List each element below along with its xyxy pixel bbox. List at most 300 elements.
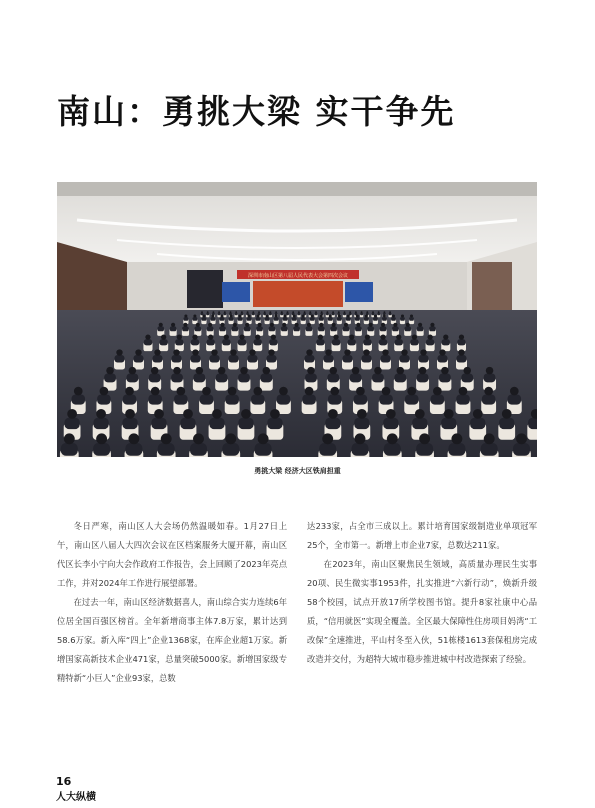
attendee-body <box>254 339 262 345</box>
attendee-head <box>365 335 370 340</box>
attendee-body <box>400 317 405 321</box>
attendee-body <box>191 339 199 345</box>
attendee-body <box>409 317 414 321</box>
attendee-body <box>260 374 272 383</box>
attendee-head <box>258 311 260 313</box>
attendee-body <box>251 394 264 404</box>
attendee-head <box>230 349 236 355</box>
attendee-body <box>362 355 372 363</box>
attendee-body <box>281 326 288 331</box>
attendee-body <box>431 394 445 404</box>
attendee-head <box>419 433 430 444</box>
article-title: 南山：勇挑大梁 实干争先 <box>57 92 456 131</box>
attendee-body <box>172 355 182 363</box>
attendee-body <box>222 339 230 345</box>
attendee-head <box>326 311 328 313</box>
attendee-head <box>382 387 391 396</box>
right-screen-shape <box>345 282 373 302</box>
attendee-body <box>72 394 86 404</box>
attendee-body <box>400 355 410 363</box>
attendee-head <box>239 314 242 317</box>
attendee-body <box>310 317 315 321</box>
attendee-head <box>269 311 271 313</box>
attendee-head <box>406 323 410 327</box>
attendee-body <box>448 443 465 456</box>
attendee-body <box>222 443 239 456</box>
attendee-head <box>257 323 261 327</box>
attendee-head <box>271 335 276 340</box>
attendee-head <box>245 323 249 327</box>
attendee-head <box>100 387 109 396</box>
attendee-head <box>401 314 404 317</box>
paragraph-continuation: 达233家，占全市三成以上。累计培育国家级制造业单项冠军25个，全市第一。新增上市企业7家，总数达211家。 <box>307 521 537 550</box>
attendee-head <box>218 367 226 375</box>
attendee-head <box>298 311 300 313</box>
attendee-body <box>330 326 337 331</box>
attendee-body <box>229 355 239 363</box>
attendee-body <box>206 313 209 315</box>
attendee-head <box>220 323 224 327</box>
attendee-body <box>211 317 216 321</box>
attendee-body <box>122 418 137 429</box>
attendee-body <box>438 355 448 363</box>
attendee-head <box>344 311 346 313</box>
attendee-head <box>418 323 422 327</box>
attendee-body <box>367 326 374 331</box>
attendee-head <box>266 314 269 317</box>
attendee-head <box>396 335 401 340</box>
attendee-head <box>319 323 323 327</box>
paragraph: 冬日严寒，南山区人大会场仍然温暖如春。1月27日上午，南山区八届人大四次会议在区档案服务大厦开幕，南山区代区长李小宁向大会作政府工作报告，会上回顾了2023年亮点工作，并对2024年工作进行展望部署。 <box>57 521 287 588</box>
attendee-head <box>306 349 312 355</box>
attendee-head <box>292 311 294 313</box>
attendee-body <box>324 355 334 363</box>
attendee-head <box>257 314 260 317</box>
attendee-head <box>329 314 332 317</box>
attendee-head <box>356 323 360 327</box>
attendee-head <box>366 311 368 313</box>
attendee-head <box>233 323 237 327</box>
attendee-head <box>106 367 114 375</box>
attendee-body <box>200 394 214 404</box>
attendee-body <box>305 374 317 383</box>
attendee-head <box>128 433 139 444</box>
attendee-body <box>379 339 387 345</box>
attendee-body <box>508 394 522 404</box>
attendee-head <box>270 409 280 419</box>
attendee-head <box>208 335 213 340</box>
attendee-head <box>330 387 339 396</box>
attendee-head <box>258 433 269 444</box>
attendee-body <box>383 418 398 429</box>
attendee-head <box>154 409 164 419</box>
attendee-head <box>145 335 150 340</box>
attendee-head <box>502 409 512 419</box>
attendee-body <box>193 374 205 383</box>
attendee-head <box>96 433 107 444</box>
attendee-head <box>275 314 278 317</box>
attendee-head <box>129 367 137 375</box>
attendee-head <box>374 314 377 317</box>
attendee-body <box>318 326 325 331</box>
attendee-body <box>363 339 371 345</box>
attendee-head <box>325 349 331 355</box>
attendee-head <box>444 409 454 419</box>
attendee-head <box>332 323 336 327</box>
attendee-body <box>158 443 175 456</box>
attendee-head <box>383 311 385 313</box>
attendee-body <box>301 317 306 321</box>
attendee-head <box>357 409 367 419</box>
attendee-head <box>201 311 203 313</box>
attendee-body <box>457 355 467 363</box>
attendee-head <box>419 367 427 375</box>
attendee-body <box>337 317 342 321</box>
attendee-body <box>158 326 165 331</box>
attendee-body <box>354 418 369 429</box>
attendee-head <box>378 311 380 313</box>
attendee-head <box>193 433 204 444</box>
attendee-body <box>319 443 336 456</box>
attendee-head <box>356 387 365 396</box>
attendee-head <box>193 314 196 317</box>
attendee-head <box>202 314 205 317</box>
attendee-head <box>484 433 495 444</box>
attendee-head <box>171 323 175 327</box>
attendee-body <box>229 317 234 321</box>
attendee-body <box>364 317 369 321</box>
attendee-body <box>223 313 226 315</box>
attendee-body <box>218 313 221 315</box>
attendee-head <box>211 314 214 317</box>
attendee-head <box>282 323 286 327</box>
attendee-head <box>287 311 289 313</box>
attendee-body <box>392 326 399 331</box>
attendee-head <box>349 335 354 340</box>
attendee-head <box>247 311 249 313</box>
attendee-body <box>64 418 79 429</box>
attendee-head <box>389 311 391 313</box>
attendee-body <box>209 418 224 429</box>
attendee-body <box>360 313 363 315</box>
attendee-head <box>228 387 237 396</box>
attendee-head <box>263 367 271 375</box>
attendee-head <box>255 335 260 340</box>
attendee-head <box>212 311 214 313</box>
attendee-head <box>177 335 182 340</box>
attendee-body <box>302 394 316 404</box>
attendee-head <box>161 433 172 444</box>
attendee-body <box>248 355 258 363</box>
attendee-head <box>420 349 426 355</box>
attendee-body <box>412 418 427 429</box>
attendee-body <box>484 374 496 383</box>
attendee-body <box>355 317 360 321</box>
attendee-head <box>318 335 323 340</box>
attendee-head <box>177 387 186 396</box>
attendee-body <box>210 355 220 363</box>
attendee-body <box>416 443 433 456</box>
attendee-body <box>372 374 384 383</box>
attendee-head <box>451 433 462 444</box>
attendee-body <box>389 313 392 315</box>
attendee-head <box>372 311 374 313</box>
attendee-body <box>225 394 239 404</box>
attendee-body <box>238 374 250 383</box>
attendee-body <box>481 443 498 456</box>
attendee-head <box>355 433 366 444</box>
attendee-body <box>513 443 530 456</box>
attendee-body <box>104 374 116 383</box>
attendee-body <box>255 443 272 456</box>
attendee-body <box>174 394 188 404</box>
attendee-head <box>202 387 211 396</box>
attendee-head <box>321 311 323 313</box>
attendee-body <box>184 317 189 321</box>
attendee-head <box>264 311 266 313</box>
attendee-body <box>417 374 429 383</box>
attendee-body <box>126 374 138 383</box>
attendee-head <box>235 311 237 313</box>
attendee-head <box>459 335 464 340</box>
attendee-head <box>224 311 226 313</box>
attendee-body <box>175 339 183 345</box>
attendee-head <box>279 387 288 396</box>
attendee-body <box>305 355 315 363</box>
attendee-body <box>134 355 144 363</box>
attendee-head <box>410 314 413 317</box>
attendee-body <box>247 317 252 321</box>
attendee-body <box>238 418 253 429</box>
attendee-body <box>191 355 201 363</box>
attendee-body <box>207 326 214 331</box>
attendee-body <box>180 418 195 429</box>
attendee-head <box>154 349 160 355</box>
attendee-head <box>220 314 223 317</box>
attendee-body <box>277 394 291 404</box>
attendee-body <box>269 339 277 345</box>
attendee-body <box>216 374 228 383</box>
attendee-head <box>230 311 232 313</box>
attendee-head <box>344 349 350 355</box>
attendee-body <box>283 317 288 321</box>
attendee-body <box>405 326 412 331</box>
attendee-head <box>225 433 236 444</box>
attendee-body <box>439 374 451 383</box>
attendee-head <box>284 314 287 317</box>
attendee-body <box>190 443 207 456</box>
attendee-body <box>461 374 473 383</box>
attendee-head <box>433 387 442 396</box>
attendee-head <box>458 349 464 355</box>
attendee-head <box>363 349 369 355</box>
attendee-head <box>333 335 338 340</box>
attendee-body <box>343 326 350 331</box>
attendee-head <box>412 335 417 340</box>
attendee-head <box>252 311 254 313</box>
attendee-head <box>381 323 385 327</box>
attendee-head <box>392 314 395 317</box>
attendee-body <box>265 317 270 321</box>
attendee-body <box>470 418 485 429</box>
attendee-head <box>307 367 315 375</box>
attendee-body <box>384 443 401 456</box>
attendee-head <box>352 367 360 375</box>
attendee-body <box>123 394 137 404</box>
attendee-body <box>202 317 207 321</box>
attendee-body <box>286 313 289 315</box>
attendee-body <box>207 339 215 345</box>
attendee-body <box>151 418 166 429</box>
attendee-head <box>361 311 363 313</box>
attendee-body <box>274 317 279 321</box>
attendee-body <box>346 317 351 321</box>
attendee-body <box>343 355 353 363</box>
attendee-head <box>380 335 385 340</box>
attendee-body <box>377 313 380 315</box>
attendee-body <box>528 418 537 429</box>
attendee-body <box>297 313 300 315</box>
attendee-head <box>270 323 274 327</box>
attendee-head <box>196 367 204 375</box>
attendee-head <box>304 311 306 313</box>
attendee-body <box>171 374 183 383</box>
attendee-head <box>184 314 187 317</box>
attendee-body <box>269 326 276 331</box>
attendee-head <box>74 387 83 396</box>
magazine-logo: 人大纵横 <box>56 792 96 803</box>
attendee-head <box>427 335 432 340</box>
page-number: 16 <box>56 775 72 788</box>
attendee-body <box>441 418 456 429</box>
attendee-body <box>372 313 375 315</box>
attendee-body <box>328 394 342 404</box>
attendee-body <box>252 313 255 315</box>
attendee-head <box>248 314 251 317</box>
conference-photo <box>57 182 537 457</box>
attendee-head <box>486 367 494 375</box>
attendee-body <box>456 394 470 404</box>
attendee-head <box>330 367 338 375</box>
photo-caption: 勇挑大梁 经济大区铁肩担重 <box>254 467 341 475</box>
attendee-body <box>332 313 335 315</box>
attendee-head <box>249 349 255 355</box>
attendee-head <box>239 335 244 340</box>
attendee-head <box>397 367 405 375</box>
attendee-head <box>516 433 527 444</box>
attendee-body <box>269 313 272 315</box>
attendee-head <box>151 387 160 396</box>
attendee-head <box>338 311 340 313</box>
attendee-body <box>405 394 419 404</box>
attendee-body <box>380 326 387 331</box>
attendee-head <box>159 323 163 327</box>
attendee-body <box>125 443 142 456</box>
attendee-body <box>426 339 434 345</box>
attendee-body <box>350 374 362 383</box>
attendee-head <box>430 323 434 327</box>
attendee-body <box>232 326 239 331</box>
attendee-body <box>354 394 368 404</box>
attendee-body <box>395 339 403 345</box>
attendee-head <box>322 433 333 444</box>
attendee-head <box>386 409 396 419</box>
attendee-head <box>463 367 471 375</box>
attendee-head <box>473 409 483 419</box>
stage-flags-shape <box>253 281 343 307</box>
attendee-body <box>332 339 340 345</box>
attendee-body <box>410 339 418 345</box>
attendee-body <box>316 339 324 345</box>
attendee-head <box>365 314 368 317</box>
attendee-head <box>347 314 350 317</box>
attendee-head <box>207 311 209 313</box>
attendee-body <box>219 326 226 331</box>
attendee-body <box>373 317 378 321</box>
attendee-body <box>267 418 282 429</box>
attendee-body <box>263 313 266 315</box>
attendee-body <box>499 418 514 429</box>
attendee-head <box>355 311 357 313</box>
attendee-head <box>241 311 243 313</box>
attendee-body <box>325 418 340 429</box>
attendee-head <box>229 314 232 317</box>
attendee-head <box>510 387 519 396</box>
attendee-head <box>309 311 311 313</box>
attendee-head <box>125 409 135 419</box>
attendee-body <box>315 313 318 315</box>
attendee-head <box>275 311 277 313</box>
attendee-body <box>144 339 152 345</box>
attendee-head <box>192 349 198 355</box>
attendee-head <box>311 314 314 317</box>
attendee-head <box>125 387 134 396</box>
attendee-head <box>116 349 122 355</box>
attendee-body <box>160 339 168 345</box>
attendee-head <box>192 335 197 340</box>
attendee-body <box>482 394 496 404</box>
attendee-body <box>293 326 300 331</box>
attendee-head <box>356 314 359 317</box>
attendee-head <box>320 314 323 317</box>
attendee-head <box>135 349 141 355</box>
attendee-head <box>241 409 251 419</box>
attendee-body <box>235 313 238 315</box>
attendee-body <box>153 355 163 363</box>
attendee-head <box>328 409 338 419</box>
attendee-head <box>374 367 382 375</box>
attendee-body <box>419 355 429 363</box>
attendee-body <box>149 374 161 383</box>
attendee-head <box>415 409 425 419</box>
paragraph: 在过去一年，南山区经济数据喜人，南山综合实力连续6年位居全国百强区榜首。全年新增商事主体7.8万家，累计达到58.6万家。新入库“四上”企业1368家，在库企业超1万家。新增国家高新技术企业471家，总量突破5000家。新增国家级专精特新“小巨人”企业93家，总数 <box>57 597 287 683</box>
attendee-body <box>343 313 346 315</box>
attendee-head <box>302 314 305 317</box>
attendee-body <box>382 317 387 321</box>
attendee-body <box>348 339 356 345</box>
left-screen-shape <box>222 282 250 302</box>
attendee-body <box>352 443 369 456</box>
attendee-body <box>244 326 251 331</box>
attendee-body <box>394 374 406 383</box>
attendee-head <box>208 323 212 327</box>
attendee-body <box>292 317 297 321</box>
attendee-body <box>306 326 313 331</box>
attendee-body <box>148 394 162 404</box>
attendee-head <box>183 409 193 419</box>
attendee-head <box>253 387 262 396</box>
attendee-head <box>383 314 386 317</box>
